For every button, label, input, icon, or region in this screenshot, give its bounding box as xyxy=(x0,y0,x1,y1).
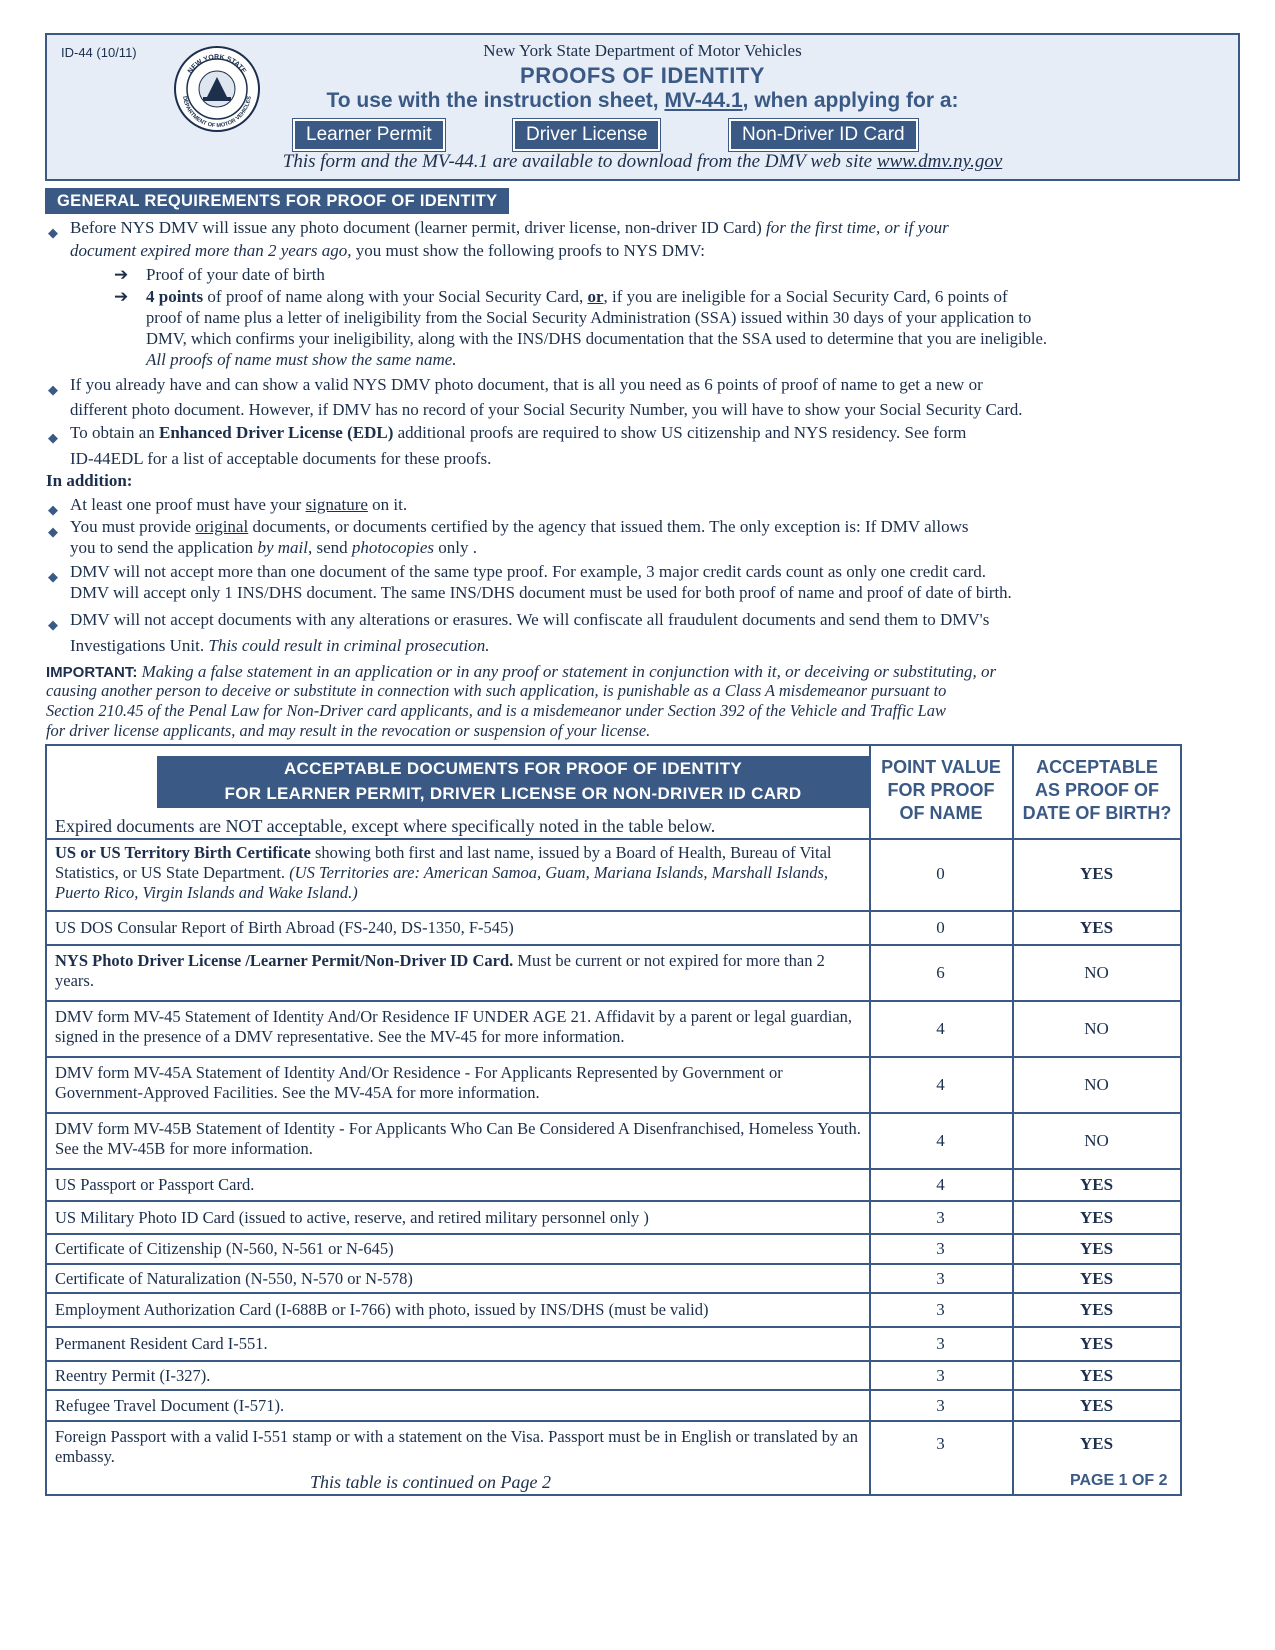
in-addition-label: In addition: xyxy=(46,471,133,490)
document-detail: showing both first and last name, issued by a Board of Health, Bureau of Vital Statistics, or US State Department. xyxy=(55,843,832,882)
point-value: 3 xyxy=(936,1268,945,1288)
dob-acceptable: NO xyxy=(1084,1131,1109,1150)
document-detail: Certificate of Citizenship (N-560, N-561 or N-645) xyxy=(55,1239,394,1258)
table-title-line: FOR LEARNER PERMIT, DRIVER LICENSE OR NON-DRIVER ID CARD xyxy=(224,784,802,803)
point-value: 6 xyxy=(936,963,945,982)
requirement-line: ID-44EDL for a list of acceptable documents for these proofs. xyxy=(70,449,492,468)
acceptable-documents-table xyxy=(45,744,1182,1496)
document-detail: Reentry Permit (I-327). xyxy=(55,1365,211,1385)
point-value: 4 xyxy=(936,1175,945,1194)
point-value: 3 xyxy=(936,1300,945,1319)
arrow-right-icon: ➔ xyxy=(114,287,129,306)
point-value: 3 xyxy=(936,1207,945,1227)
important-notice-line: Section 210.45 of the Penal Law for Non-Driver card applicants, and is a misdemeanor under Section 392 of the Vehicle and Traffic Law xyxy=(46,701,946,720)
req-text: by mail xyxy=(257,538,308,557)
document-description xyxy=(55,1208,867,1228)
table-row xyxy=(47,1002,1180,1058)
req-text: you to send the application xyxy=(70,538,258,557)
diamond-bullet-icon: ◆ xyxy=(48,430,58,445)
req-text: photocopies xyxy=(351,538,435,557)
table-row xyxy=(47,1362,1180,1391)
document-name: NYS Photo Driver License /Learner Permit/Non-Driver ID Card. xyxy=(55,951,514,970)
document-description xyxy=(55,1007,867,1047)
table-row xyxy=(47,1265,1180,1294)
dob-acceptable: YES xyxy=(1079,1175,1114,1194)
table-row xyxy=(47,946,1180,1002)
download-note xyxy=(47,151,1238,173)
table-row xyxy=(47,1391,1180,1422)
document-description xyxy=(55,1396,867,1416)
req-text: only . xyxy=(434,538,478,557)
req-text: original xyxy=(195,517,249,536)
table-row xyxy=(47,1328,1180,1362)
req-text: Before NYS DMV will issue any photo document (learner permit, driver license, non-driver ID Card) xyxy=(70,218,762,237)
req-text: , if you are ineligible for a Social Security Card, 6 points of xyxy=(603,287,1008,306)
document-description xyxy=(55,1175,867,1195)
document-detail: US DOS Consular Report of Birth Abroad (FS-240, DS-1350, F-545) xyxy=(55,918,514,937)
point-value: 3 xyxy=(936,1239,945,1258)
requirement-line xyxy=(70,517,969,537)
table-header xyxy=(47,746,1180,840)
point-value: 4 xyxy=(936,1075,945,1094)
point-value: 3 xyxy=(936,1365,945,1385)
req-text: on it. xyxy=(367,495,408,514)
dob-acceptable: YES xyxy=(1079,1207,1114,1227)
req-text: Making a false statement in an application or in any proof or statement in conjunction with it, or deceiving or substituting, or xyxy=(137,662,997,681)
header-line: DATE OF BIRTH? xyxy=(1022,803,1172,823)
requirement-line xyxy=(70,495,407,515)
requirement-line xyxy=(70,636,489,656)
document-name: US or US Territory Birth Certificate xyxy=(55,843,311,862)
table-row xyxy=(47,1170,1180,1202)
table-row xyxy=(47,912,1180,946)
req-text: you must show the following proofs to NYS DMV: xyxy=(351,241,705,260)
point-value: 3 xyxy=(936,1434,945,1453)
document-description xyxy=(55,1334,867,1354)
subtitle-post: , when applying for a: xyxy=(742,89,959,112)
header-line: AS PROOF OF xyxy=(1034,780,1159,800)
expired-note: Expired documents are NOT acceptable, except where specifically noted in the table below. xyxy=(55,816,716,836)
header-line: OF NAME xyxy=(899,803,983,823)
important-notice xyxy=(46,662,996,683)
point-value: 3 xyxy=(936,1334,945,1353)
points-column-header xyxy=(871,756,1011,825)
point-value: 4 xyxy=(936,1019,945,1038)
point-value: 0 xyxy=(936,864,945,883)
form-id: ID-44 (10/11) xyxy=(61,45,137,60)
point-value: 0 xyxy=(936,918,945,937)
continued-note: This table is continued on Page 2 xyxy=(310,1472,551,1492)
document-description xyxy=(55,843,867,903)
requirement-line: DMV, which confirms your ineligibility, along with the INS/DHS documentation that the SSA used to determine that you are ineligible. xyxy=(146,329,1048,348)
dob-acceptable: YES xyxy=(1079,1434,1114,1453)
table-row xyxy=(47,1058,1180,1114)
requirement-line xyxy=(70,538,477,558)
table-title xyxy=(157,756,869,808)
document-detail: Certificate of Naturalization (N-550, N-570 or N-578) xyxy=(55,1268,413,1288)
important-notice-line: causing another person to deceive or substitute in connection with such application, is punishable as a Class A misdemeanor pursuant to xyxy=(46,681,947,700)
dob-acceptable: YES xyxy=(1079,1300,1114,1319)
document-note: (US Territories are: American Samoa, Guam, Mariana Islands, Marshall Islands, Puerto Rico, Virgin Islands and Wake Island.) xyxy=(55,863,829,902)
req-text: To obtain an xyxy=(70,423,159,442)
point-value: 3 xyxy=(936,1395,945,1415)
req-text: document expired more than 2 years ago, xyxy=(70,241,352,260)
req-text: Investigations Unit. xyxy=(70,636,209,655)
req-text: documents, or documents certified by the agency that issued them. The only exception is: If DMV allows xyxy=(248,517,969,536)
document-description xyxy=(55,1300,867,1320)
table-row xyxy=(47,1235,1180,1265)
requirement-line: DMV will not accept documents with any alterations or erasures. We will confiscate all fraudulent documents and send them to DMV's xyxy=(70,610,990,629)
document-description xyxy=(55,951,867,991)
document-description xyxy=(55,1063,867,1103)
dob-acceptable: YES xyxy=(1079,918,1114,937)
req-text: additional proofs are required to show US citizenship and NYS residency. See form xyxy=(393,423,967,442)
req-text: or xyxy=(587,287,604,306)
table-row xyxy=(47,1202,1180,1235)
requirement-line: If you already have and can show a valid NYS DMV photo document, that is all you need as 6 points of proof of name to get a new or xyxy=(70,375,983,394)
requirement-line: DMV will not accept more than one document of the same type proof. For example, 3 major credit cards count as only one credit card. xyxy=(70,562,986,581)
diamond-bullet-icon: ◆ xyxy=(48,502,58,517)
instruction-sheet-link[interactable]: MV-44.1 xyxy=(664,89,743,112)
subtitle-pre: To use with the instruction sheet, xyxy=(326,89,659,112)
document-detail: Must be current or not expired for more than 2 years. xyxy=(55,951,825,990)
dob-acceptable: YES xyxy=(1079,1395,1114,1415)
document-detail: DMV form MV-45A Statement of Identity And/Or Residence - For Applicants Represented by Government or Government-Approved Facilities. See the MV-45A for more information. xyxy=(55,1063,783,1102)
form-subtitle xyxy=(47,89,1238,113)
req-text: You must provide xyxy=(70,517,196,536)
req-text: Enhanced Driver License (EDL) xyxy=(158,423,394,442)
document-description xyxy=(55,918,867,938)
arrow-right-icon: ➔ xyxy=(114,265,129,284)
dob-acceptable: NO xyxy=(1084,1075,1109,1094)
non-driver-id-chip: Non-Driver ID Card xyxy=(729,119,918,151)
form-header xyxy=(45,33,1240,181)
requirement-line xyxy=(146,287,1008,307)
important-notice-line: for driver license applicants, and may result in the revocation or suspension of your license. xyxy=(46,721,651,740)
table-row xyxy=(47,1422,1180,1468)
document-detail: US Military Photo ID Card (issued to active, reserve, and retired military personnel only ) xyxy=(55,1207,649,1227)
requirement-line: DMV will accept only 1 INS/DHS document. The same INS/DHS document must be used for both proof of name and proof of date of birth. xyxy=(70,583,1012,602)
requirement-line xyxy=(70,218,949,238)
diamond-bullet-icon: ◆ xyxy=(48,524,58,539)
requirement-line xyxy=(70,423,966,443)
download-text: This form and the MV-44.1 are available to download from the DMV web site xyxy=(282,151,873,172)
driver-license-chip: Driver License xyxy=(513,119,660,151)
document-detail: Refugee Travel Document (I-571). xyxy=(55,1395,285,1415)
important-label: IMPORTANT: xyxy=(46,664,138,681)
document-detail: Employment Authorization Card (I-688B or I-766) with photo, issued by INS/DHS (must be valid) xyxy=(55,1300,709,1319)
table-row xyxy=(47,1114,1180,1170)
page-number: PAGE 1 OF 2 xyxy=(1070,1472,1168,1489)
diamond-bullet-icon: ◆ xyxy=(48,617,58,632)
dob-acceptable: YES xyxy=(1079,1239,1114,1258)
dob-acceptable: NO xyxy=(1084,1019,1109,1038)
dob-acceptable: YES xyxy=(1079,864,1114,883)
req-text: , send xyxy=(307,538,352,557)
requirement-line xyxy=(70,241,705,261)
document-description xyxy=(55,1427,867,1467)
requirement-line: All proofs of name must show the same name. xyxy=(146,350,457,369)
req-text: for the first time, or if your xyxy=(761,218,949,237)
dmv-website-link[interactable]: www.dmv.ny.gov xyxy=(876,151,1003,172)
table-row xyxy=(47,838,1180,912)
diamond-bullet-icon: ◆ xyxy=(48,569,58,584)
document-detail: US Passport or Passport Card. xyxy=(55,1175,255,1194)
seal-text-top: NEW YORK STATE xyxy=(186,53,248,75)
document-detail: DMV form MV-45B Statement of Identity - For Applicants Who Can Be Considered A Disenfranchised, Homeless Youth. See the MV-45B for more information. xyxy=(55,1119,861,1158)
document-description xyxy=(55,1119,867,1159)
document-detail: Permanent Resident Card I-551. xyxy=(55,1334,268,1353)
document-description xyxy=(55,1366,867,1386)
diamond-bullet-icon: ◆ xyxy=(48,382,58,397)
diamond-bullet-icon: ◆ xyxy=(48,225,58,240)
document-detail: DMV form MV-45 Statement of Identity And/Or Residence IF UNDER AGE 21. Affidavit by a parent or legal guardian, signed in the presence of a DMV representative. See the MV-45 for more information. xyxy=(55,1007,853,1046)
requirement-line: different photo document. However, if DMV has no record of your Social Security Number, you will have to show your Social Security Card. xyxy=(70,400,1023,419)
table-row xyxy=(47,1294,1180,1328)
document-description xyxy=(55,1239,867,1259)
table-title-line: ACCEPTABLE DOCUMENTS FOR PROOF OF IDENTITY xyxy=(283,759,743,778)
learner-permit-chip: Learner Permit xyxy=(293,119,445,151)
req-text: of proof of name along with your Social Security Card, xyxy=(203,287,588,306)
point-value: 4 xyxy=(936,1131,945,1150)
req-text: At least one proof must have your xyxy=(70,495,306,514)
req-text: signature xyxy=(305,495,368,514)
form-title: PROOFS OF IDENTITY xyxy=(520,63,765,88)
seal-text-bottom: DEPARTMENT OF MOTOR VEHICLES xyxy=(181,95,253,130)
header-line: FOR PROOF xyxy=(887,780,995,800)
dob-acceptable: YES xyxy=(1079,1334,1114,1353)
requirement-line: proof of name plus a letter of ineligibility from the Social Security Administration (SSA) issued within 30 days of your application to xyxy=(146,308,1032,327)
dob-acceptable: NO xyxy=(1084,963,1109,982)
req-text: 4 points xyxy=(146,287,204,306)
requirement-line: Proof of your date of birth xyxy=(146,265,325,284)
document-detail: Foreign Passport with a valid I-551 stamp or with a statement on the Visa. Passport must be in English or translated by an embassy. xyxy=(55,1427,858,1466)
header-line: ACCEPTABLE xyxy=(1036,757,1158,777)
agency-name: New York State Department of Motor Vehicles xyxy=(483,41,802,60)
dob-acceptable: YES xyxy=(1079,1268,1114,1288)
dob-column-header xyxy=(1014,756,1180,825)
header-line: POINT VALUE xyxy=(881,757,1001,777)
general-requirements-heading: GENERAL REQUIREMENTS FOR PROOF OF IDENTITY xyxy=(45,188,509,214)
req-text: This could result in criminal prosecution. xyxy=(208,636,490,655)
dob-acceptable: YES xyxy=(1079,1365,1114,1385)
document-description xyxy=(55,1269,867,1289)
